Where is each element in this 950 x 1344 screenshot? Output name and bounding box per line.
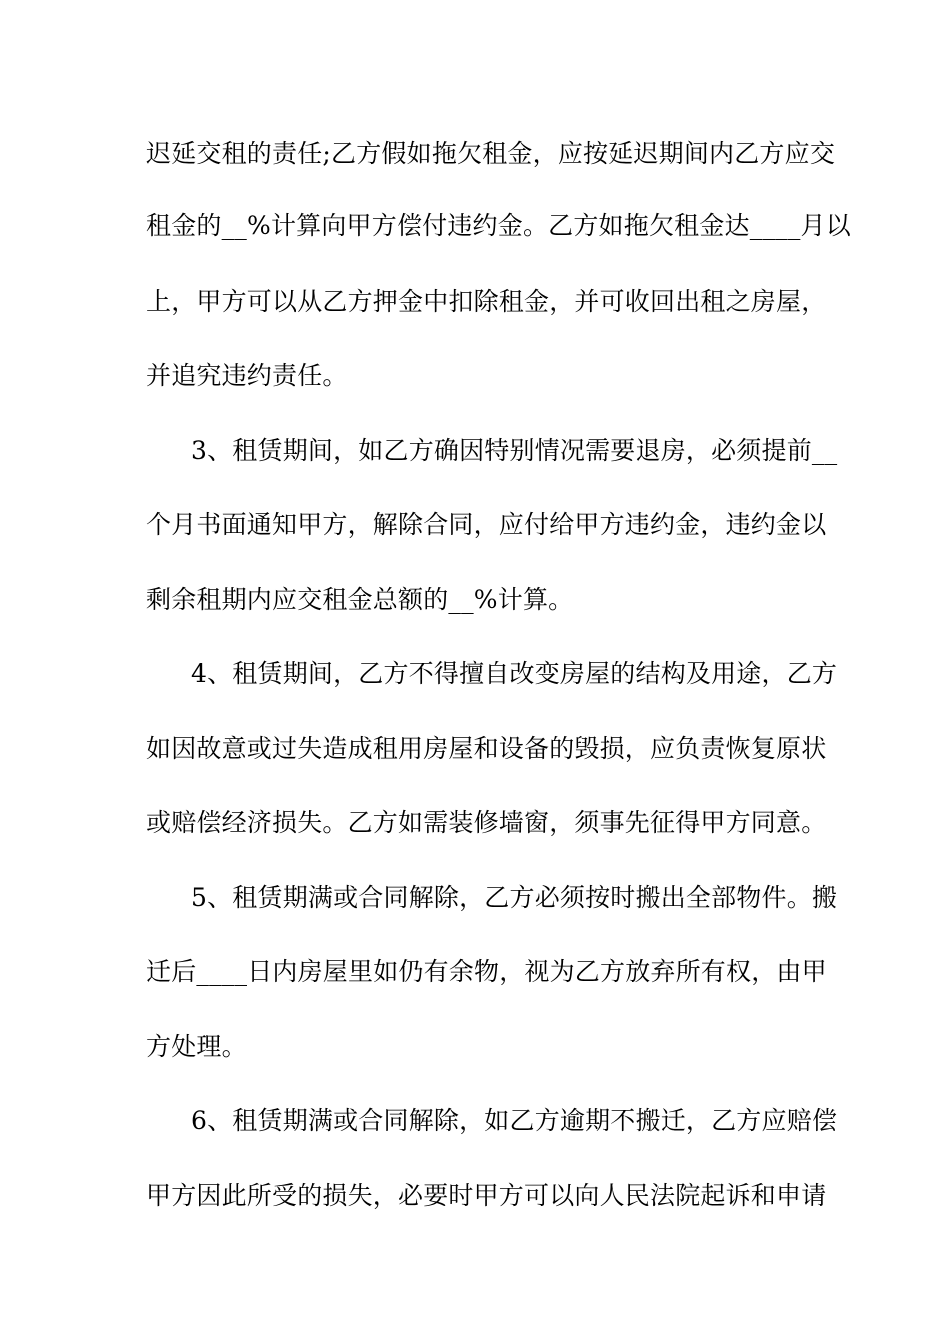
paragraph-4-start: 4、租赁期间，乙方不得擅自改变房屋的结构及用途，乙方 xyxy=(191,659,838,688)
text-line: 或赔偿经济损失。乙方如需装修墙窗，须事先征得甲方同意。 xyxy=(146,808,827,837)
paragraph-3-start: 3、租赁期间，如乙方确因特别情况需要退房，必须提前__ xyxy=(191,436,838,465)
text-line: 剩余租期内应交租金总额的__%计算。 xyxy=(146,585,574,614)
text-line: 迟延交租的责任;乙方假如拖欠租金，应按延迟期间内乙方应交 xyxy=(146,139,836,168)
text-line: 方处理。 xyxy=(146,1032,247,1061)
paragraph-5-start: 5、租赁期满或合同解除，乙方必须按时搬出全部物件。搬 xyxy=(191,883,838,912)
text-line: 迁后____日内房屋里如仍有余物，视为乙方放弃所有权，由甲 xyxy=(146,957,827,986)
text-line: 甲方因此所受的损失，必要时甲方可以向人民法院起诉和申请 xyxy=(146,1181,827,1210)
text-line: 并追究违约责任。 xyxy=(146,361,348,390)
text-line: 个月书面通知甲方，解除合同，应付给甲方违约金，违约金以 xyxy=(146,510,827,539)
text-line: 租金的__%计算向甲方偿付违约金。乙方如拖欠租金达____月以 xyxy=(146,211,851,240)
paragraph-6-start: 6、租赁期满或合同解除，如乙方逾期不搬迁，乙方应赔偿 xyxy=(191,1106,838,1135)
text-line: 上，甲方可以从乙方押金中扣除租金，并可收回出租之房屋， xyxy=(146,287,827,316)
text-line: 如因故意或过失造成租用房屋和设备的毁损，应负责恢复原状 xyxy=(146,734,827,763)
